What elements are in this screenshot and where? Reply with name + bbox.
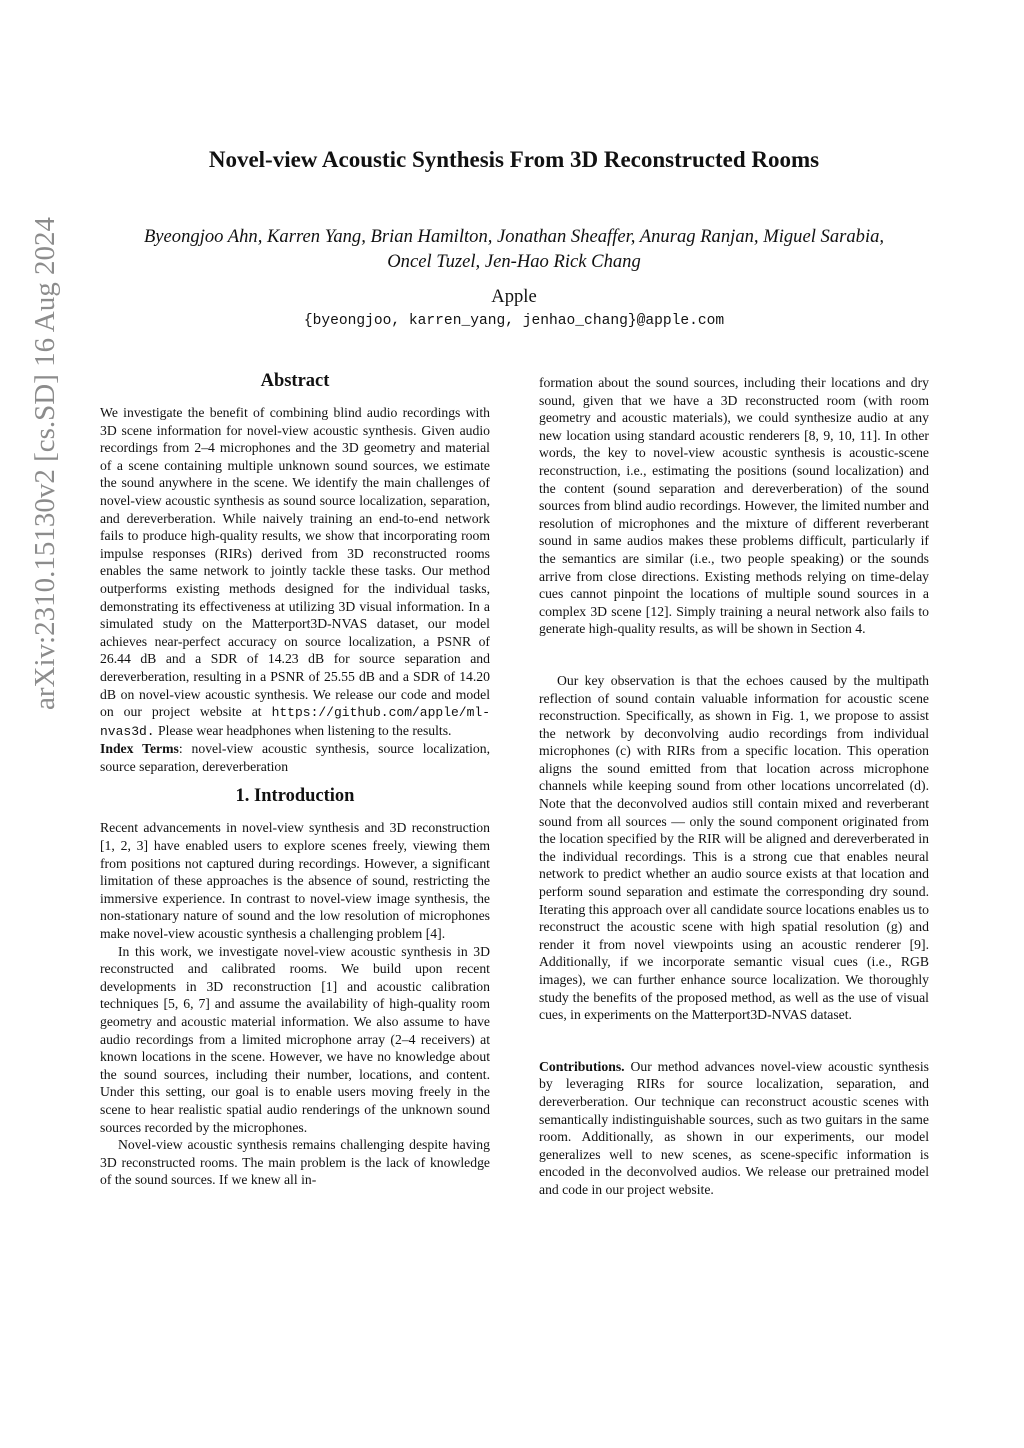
intro-paragraph-2: In this work, we investigate novel-view acoustic synthesis in 3D reconstructed and calibrated rooms. We build upon recent developments in 3D reconstruction [1] and acoustic calibration techniques [5, 6, 7] and assume the availability of high-quality room geometry and acoustic material information. We also assume to have audio recordings from a limited microphone array (2–4 receivers) at known locations in the scene. However, we have no knowledge about the sound sources, including their number, locations, and content. Under this setting, our goal is to enable users moving freely in the scene to hear realistic spatial audio renderings of the unknown sound sources recorded by the microphones.	[100, 943, 490, 1135]
intro-paragraph-4: Our key observation is that the echoes caused by the multipath reflection of sound contain valuable information for acoustic scene reconstruction. Specifically, as shown in Fig. 1, we propose to assist the network by deconvolving audio recordings from individual microphones (c) with RIRs from a specific location. This operation aligns the sound emitted from that location across microphone channels while keeping sound from other locations uncorrelated (d). Note that the deconvolved audios still contain mixed and reverberant sound from all sources — only the sound component originated from the location specified by the RIR will be aligned and dereverberated in the individual recordings. This is a strong cue that enables neural network to predict whether an audio source exists at that location and perform sound separation and estimate the corresponding dry sound. Iterating this approach over all candidate source locations enables us to reconstruct the acoustic scene with high spatial resolution (g) and render it from novel viewpoints using an acoustic renderer [9]. Additionally, if we incorporate semantic visual cues (i.e., RGB images), we can further enhance source localization. We thoroughly study the benefits of the proposed method, as well as the use of visual cues, in experiments on the Matterport3D-NVAS dataset.	[539, 672, 929, 1023]
index-terms	[100, 740, 490, 775]
author-emails[interactable]: {byeongjoo, karren_yang, jenhao_chang}@apple.com	[303, 313, 725, 329]
paper-title: Novel-view Acoustic Synthesis From 3D Reconstructed Rooms	[208, 147, 820, 172]
arxiv-identifier: arXiv:2310.15130v2 [cs.SD] 16 Aug 2024	[29, 217, 61, 710]
index-terms-text: : novel-view acoustic synthesis, source localization, source separation, dereverberation	[100, 741, 490, 774]
affiliation: Apple	[491, 286, 537, 307]
contributions-text: Our method advances novel-view acoustic synthesis by leveraging RIRs for source localization, separation, and dereverberation. Our technique can reconstruct acoustic scenes with semantically indistinguishable sources, such as two guitars in the same room. Additionally, as shown in our experiments, our model generalizes well to new scenes, as scene-specific information is encoded in the deconvolved audios. We release our pretrained model and code in our project website.	[539, 1058, 929, 1197]
contributions-paragraph	[539, 1058, 929, 1199]
author-list	[80, 224, 948, 274]
contributions-label: Contributions.	[539, 1058, 625, 1074]
project-link[interactable]: https://github.com/apple/ml-nvas3d.	[100, 705, 491, 739]
abstract-closing: Please wear headphones when listening to the results.	[158, 722, 452, 738]
right-column	[539, 374, 929, 1199]
index-terms-label: Index Terms	[100, 741, 179, 757]
authors-line-1: Byeongjoo Ahn, Karren Yang, Brian Hamilton, Jonathan Sheaffer, Anurag Ranjan, Miguel Sarabia,	[143, 226, 885, 247]
authors-line-2: Oncel Tuzel, Jen-Hao Rick Chang	[387, 251, 641, 272]
intro-paragraph-3: Novel-view acoustic synthesis remains challenging despite having 3D reconstructed rooms. The main problem is the lack of knowledge of the sound sources. If we knew all in-	[100, 1137, 490, 1188]
arxiv-sidebar	[29, 217, 61, 710]
abstract-body: We investigate the benefit of combining blind audio recordings with 3D scene information for novel-view acoustic synthesis. Given audio recordings from 2–4 microphones and the 3D geometry and material of a scene containing multiple unknown sound sources, we estimate the sound anywhere in the scene. We identify the main challenges of novel-view acoustic synthesis as sound source localization, separation, and dereverberation. While naively training an end-to-end network fails to produce high-quality results, we show that incorporating room impulse responses (RIRs) derived from 3D reconstructed rooms enables the same network to jointly tackle these tasks. Our method outperforms existing methods designed for the individual tasks, demonstrating its effectiveness at utilizing 3D visual information. In a simulated study on the Matterport3D-NVAS dataset, our model achieves near-perfect accuracy on source localization, a PSNR of 26.44 dB and a SDR of 14.23 dB for source separation and dereverberation, resulting in a PSNR of 25.55 dB and a SDR of 14.20 dB on novel-view acoustic synthesis. We release our code and model on our project website at	[100, 405, 490, 720]
abstract-heading: Abstract	[260, 371, 330, 391]
intro-paragraph-1: Recent advancements in novel-view synthesis and 3D reconstruction [1, 2, 3] have enabled users to explore scenes freely, viewing them from positions not captured during recordings. However, a significant limitation of these approaches is the absence of sound, restricting the immersive experience. In contrast to novel-view image synthesis, the non-stationary nature of sound and the low resolution of microphones make novel-view acoustic synthesis a challenging problem [4].	[100, 820, 490, 942]
left-column	[100, 370, 490, 1189]
abstract-text	[100, 404, 490, 740]
intro-paragraph-3-continued: formation about the sound sources, including their locations and dry sound, given that we have a 3D reconstructed room (with room geometry and acoustic materials), we could synthesize audio at any new location using standard acoustic renderers [8, 9, 10, 11]. In other words, the key to novel-view acoustic synthesis is acoustic-scene reconstruction, i.e., estimating the positions (sound localization) and the content (sound separation and dereverberation) of the sound sources from blind audio recordings. However, the limited number and resolution of microphones and the mixture of different reverberant sound in same audios makes these problems difficult, particularly if the semantics are similar (i.e., two people speaking) or the sounds arrive from close directions. Existing methods relying on time-delay cues cannot pinpoint the locations of multiple sound sources in a complex 3D scene [12]. Simply training a neural network also fails to generate high-quality results, as will be shown in Section 4.	[539, 375, 929, 637]
introduction-heading: 1. Introduction	[235, 786, 355, 807]
